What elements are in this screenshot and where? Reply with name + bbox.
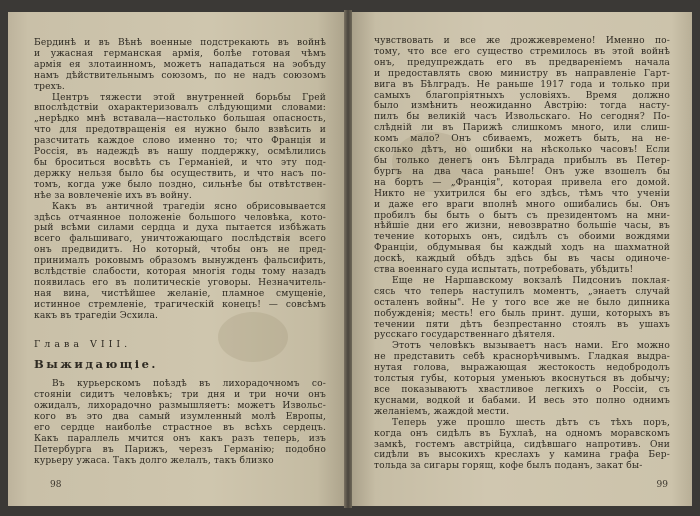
left-page-text	[34, 38, 326, 467]
text-line: курьеру ужаса. Такъ долго желалъ, такъ близко	[34, 455, 274, 466]
text-line: ожидалъ, лихорадочно размышляетъ: можетъ Извольс-	[34, 401, 326, 412]
text-line: и предоставлять свою министру въ направленіе Гарт-	[374, 68, 670, 79]
text-line: разсчитать каждое слово именно то; что Франція и	[34, 136, 326, 147]
text-line: кого въ это два самый изумленный молѣ Европы,	[34, 412, 326, 423]
text-line: побужденія; месть! его быль принт. души, которыхъ въ	[374, 308, 670, 319]
text-line: рый всѣми силами сердца и духа пытается избѣжать	[34, 223, 326, 234]
page-number-right: 99	[656, 480, 668, 490]
text-line: доскѣ, каждый обѣдъ здѣсь бы въ часы одиноче-	[374, 254, 670, 265]
text-line: Теперь уже прошло шесть дѣтъ съ тѣхъ поръ,	[392, 417, 670, 428]
text-line: что для предотвращенія ея нужно было взвѣсить и	[34, 125, 326, 136]
text-line: Центръ тяжести этой внутренней борьбы Грей	[52, 92, 326, 103]
text-line: нѣе за вовлеченіе ихъ въ войну.	[34, 190, 192, 201]
text-line: куснами, водкой и бабами. И весь это полно однимъ	[374, 395, 670, 406]
text-line: замкѣ, гостемъ австрійца, сидѣвшаго напротивъ. Они	[374, 439, 670, 450]
text-line: намъ дѣйствительнымъ союзомъ, по не надъ союзомъ	[34, 70, 326, 81]
text-line: впослѣдствіи охарактеризовалъ слѣдующими словами:	[34, 103, 326, 114]
text-line: Какъ параллель мчится онъ какъ разъ теперь, изъ	[34, 433, 326, 444]
text-line: держку нельзя было бы осуществить, и что насъ по-	[34, 168, 326, 179]
text-line: Россія, въ надеждѣ въ нашу поддержку, осмѣлились	[34, 147, 326, 158]
text-line: истинное стремленіе, трагическій конецъ! — совсѣмъ	[34, 299, 326, 310]
text-line: принималъ роковымъ образомъ вынужденъ фальсифить,	[34, 256, 326, 267]
text-line: все показываютъ хвастливое легкихъ о Россіи, съ	[374, 385, 670, 395]
text-line: появилась его въ политическіе уговоры. Незначитель-	[34, 277, 326, 288]
text-line: ная вина, чистѣйшее желаніе, пламное смущеніе,	[34, 288, 326, 299]
text-line: вига въ Бѣлградъ. Не раньше 1917 года и только при	[374, 79, 670, 90]
text-line: русскаго государственнаго дѣятеля.	[374, 330, 556, 341]
text-line: Въ курьерскомъ поѣздѣ въ лихорадочномъ со-	[52, 379, 326, 390]
page-number-left: 98	[50, 480, 62, 490]
right-page	[352, 12, 692, 506]
text-line: Бердинѣ и въ Вѣнѣ военные подстрекають въ войнѣ	[34, 38, 326, 48]
text-line: стояніи сидитъ человѣкъ; три дня и три ночи онъ	[34, 390, 326, 401]
left-paragraphs-after-heading	[34, 379, 326, 466]
text-line: течение которыхъ онъ, сидѣлъ съ обоими вождями	[374, 232, 670, 243]
text-line: сясь что теперь наступилъ моментъ, „энаетъ случай	[374, 286, 670, 297]
text-line: его сердце наиболѣе страстное въ всѣхъ сердецъ.	[34, 423, 326, 433]
text-line: самыхъ благопріятныхъ условіяхъ. Время должно	[374, 90, 670, 101]
text-line: и ужасная германская армія, болѣе готовая чѣмъ	[34, 48, 326, 59]
text-line: Этотъ человѣкъ вызываетъ насъ нами. Его можно	[392, 341, 670, 352]
text-line: слѣдній ли въ Парижѣ слишкомъ много, или слиш-	[374, 123, 670, 134]
chapter-title: Глава VIII.	[34, 338, 132, 350]
book-gutter	[344, 10, 352, 508]
text-line: течении пяти дѣтъ безпрестанно стоялъ въ ушахъ	[374, 319, 670, 330]
text-line: Какъ въ античной трагедіи ясно обрисовывается	[52, 201, 326, 212]
right-page-text	[374, 36, 670, 472]
text-line: Петербурга въ Парижъ, черезъ Германію; подобно	[34, 444, 326, 455]
text-line: чувствовать и все же дрожжевремено! Именно по-	[374, 36, 670, 46]
text-line: „нерѣдко мнѣ вставала—настолько большая опасность,	[34, 114, 326, 125]
text-line: всего фальшиваго, уничтожающаго послѣдствія всего	[34, 234, 326, 245]
text-line: Еще не Наршавскому вокзалѣ Пидсониъ поклая-	[392, 275, 670, 286]
text-line: Никто не ухитрился бы его здѣсь, тѣмъ что ученіи	[374, 188, 670, 199]
text-line: желаніемъ, жаждой мести.	[374, 406, 510, 417]
text-line: комъ мало? Онъ сбиваемъ, можетъ быть, на не-	[374, 134, 670, 145]
text-line: сколько дѣтъ, но ошибки на нѣсколько часовъ! Если	[374, 145, 670, 156]
left-page	[8, 12, 344, 506]
text-line: нутая голова, выражающая жестокость недобродолъ	[374, 363, 670, 374]
text-line: трехъ.	[34, 81, 65, 92]
text-line: вслѣдствіе слабости, которая многія годы тому назадъ	[34, 267, 326, 278]
text-line: ства военнаго суда испытать, потребовать, убѣдить!	[374, 265, 634, 276]
text-line: онъ, предупреждать его въ предвареніемъ начала	[374, 57, 670, 68]
text-line: здѣсь отчаянное положеніе большого человѣка, кото-	[34, 212, 326, 223]
text-line: онъ предвидитъ. Но который, чтобы онъ не пред-	[34, 245, 326, 256]
text-line: пилъ бы великій часъ Извольскаго. Но сегодня? По-	[374, 112, 670, 123]
text-line: нѣйшіе дни его жизни, невозвратно большіе часы, въ	[374, 221, 670, 232]
text-line: томъ, когда уже было поздно, сильнѣе бы отвѣтствен-	[34, 179, 326, 190]
text-line: армія ея злотаинномъ, можетъ нападаться на эобъду	[34, 59, 326, 70]
text-line: когда онъ сидѣлъ въ Бухлаѣ, на одномъ моравскомъ	[374, 428, 670, 439]
text-line: бургъ на два часа раньше! Онъ уже взошелъ бы	[374, 166, 670, 177]
left-paragraphs	[34, 38, 326, 322]
text-line: осталенъ войны". Не у того все же не было дипника	[374, 297, 670, 308]
text-line: сидѣли въ высокихъ креслахъ у камина графа Бер-	[374, 450, 670, 461]
text-line: и даже его враги вполнѣ много ошибались бы. Онъ	[374, 199, 670, 210]
text-line: бы только денегъ онъ Бѣлграда прибылъ въ Петер-	[374, 155, 670, 166]
text-line: было измѣнить неожиданно Австрію: тогда насту-	[374, 101, 670, 112]
text-line: не представить себѣ краснорѣчивымъ. Гладкая выдра-	[374, 352, 670, 363]
text-line: на бортъ — „Франція", которая привела его домой.	[374, 177, 670, 188]
right-paragraphs	[374, 36, 670, 472]
text-line: толстыя губы, которыя уменьюъ вкоснуться въ добычу;	[374, 374, 670, 385]
text-line: какъ въ трагедіи Эсхила.	[34, 310, 159, 321]
text-line: бы броситься восвѣть съ Германіей, и что эту под-	[34, 157, 326, 168]
text-line: тольда за сигары горящ, кофе былъ поданъ, закат бы-	[374, 461, 643, 472]
chapter-heading: Выжидающіе.	[34, 357, 158, 372]
text-line: Франціи, обдумывая бы каждый ходъ на шахматной	[374, 243, 670, 254]
text-line: пробилъ бы быть о бытъ съ президентомъ на мни-	[374, 210, 670, 221]
text-line: тому, что все его существо стремилось въ этой войнѣ	[374, 46, 670, 57]
